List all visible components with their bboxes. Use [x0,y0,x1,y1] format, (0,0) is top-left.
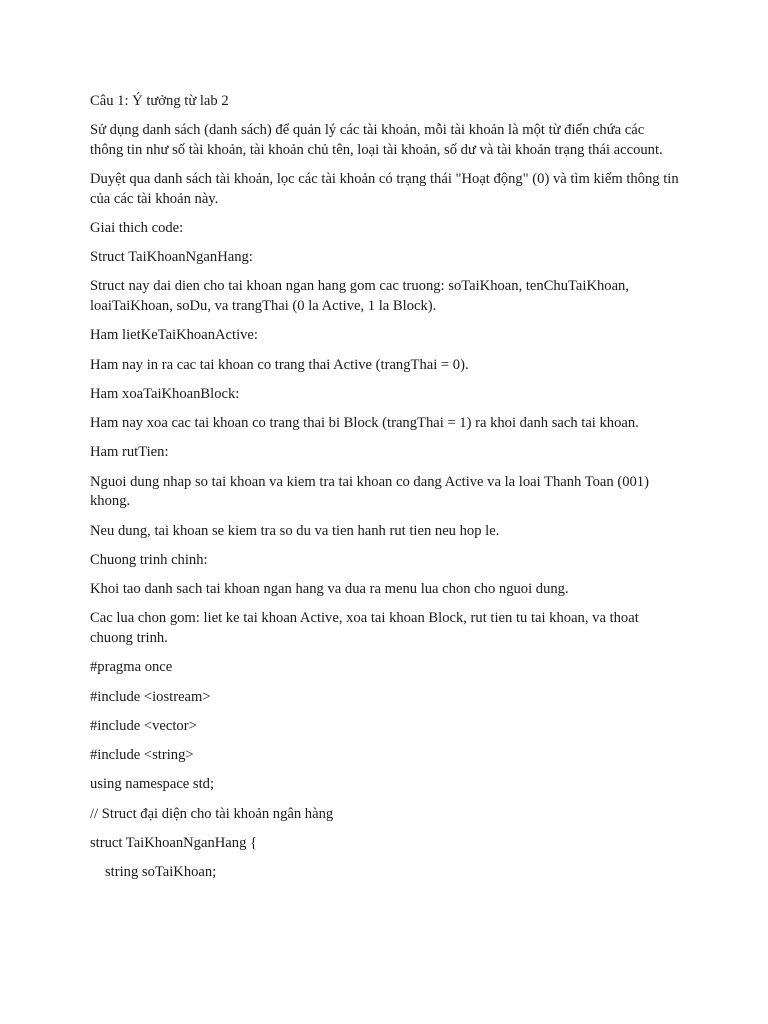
heading-xoa: Ham xoaTaiKhoanBlock: [90,385,240,402]
heading-struct: Struct TaiKhoanNganHang: [90,249,253,266]
code-line-pragma: #pragma once [90,659,173,676]
code-line-using-namespace: using namespace std; [90,776,215,793]
paragraph-rut-tien-desc-1: Nguoi dung nhap so tai khoan va kiem tra tai khoan co dang Active va la loai Thanh Toan (001) khong. [90,473,649,510]
code-line-field-so-tai-khoan: string soTaiKhoan; [105,864,217,881]
paragraph-main-desc-2: Cac lua chon gom: liet ke tai khoan Active, xoa tai khoan Block, rut tien tu tai khoan, va thoat chuong trinh. [90,610,639,646]
paragraph-liet-ke-desc: Ham nay in ra cac tai khoan co trang thai Active (trangThai = 0). [90,356,469,373]
code-line-include-vector: #include <vector> [90,717,197,734]
paragraph-idea-1: Sử dụng danh sách (danh sách) để quản lý các tài khoản, mỗi tài khoản là một từ điển chứa các thông tin như số tài khoản, tài khoản chủ tên, loại tài khoản, số dư và tài khoản trạng thái account. [90,122,663,158]
paragraph-rut-tien-desc-2: Neu dung, tai khoan se kiem tra so du va tien hanh rut tien neu hop le. [90,522,500,539]
heading-cau-1: Câu 1: Ý tưởng từ lab 2 [90,93,229,109]
heading-code-explanation: Giai thich code: [90,219,184,236]
heading-rut-tien: Ham rutTien: [90,444,169,461]
code-line-struct-open: struct TaiKhoanNganHang { [90,835,258,852]
paragraph-xoa-desc: Ham nay xoa cac tai khoan co trang thai bi Block (trangThai = 1) ra khoi danh sach tai khoan. [90,415,639,432]
heading-liet-ke: Ham lietKeTaiKhoanActive: [90,327,258,344]
code-line-include-iostream: #include <iostream> [90,688,211,705]
paragraph-idea-2: Duyệt qua danh sách tài khoản, lọc các tài khoản có trạng thái "Hoạt động" (0) và tìm kiếm thông tin của các tài khoản này. [90,171,679,207]
code-line-include-string: #include <string> [90,747,194,764]
document-body [90,92,680,893]
paragraph-struct-desc: Struct nay dai dien cho tai khoan ngan hang gom cac truong: soTaiKhoan, tenChuTaiKhoan, loaiTaiKhoan, soDu, va trangThai (0 la Active, 1 la Block). [90,278,630,314]
paragraph-main-desc-1: Khoi tao danh sach tai khoan ngan hang va dua ra menu lua chon cho nguoi dung. [90,581,569,598]
heading-main-program: Chuong trinh chinh: [90,551,208,568]
code-line-comment: // Struct đại diện cho tài khoản ngân hàng [90,805,334,822]
